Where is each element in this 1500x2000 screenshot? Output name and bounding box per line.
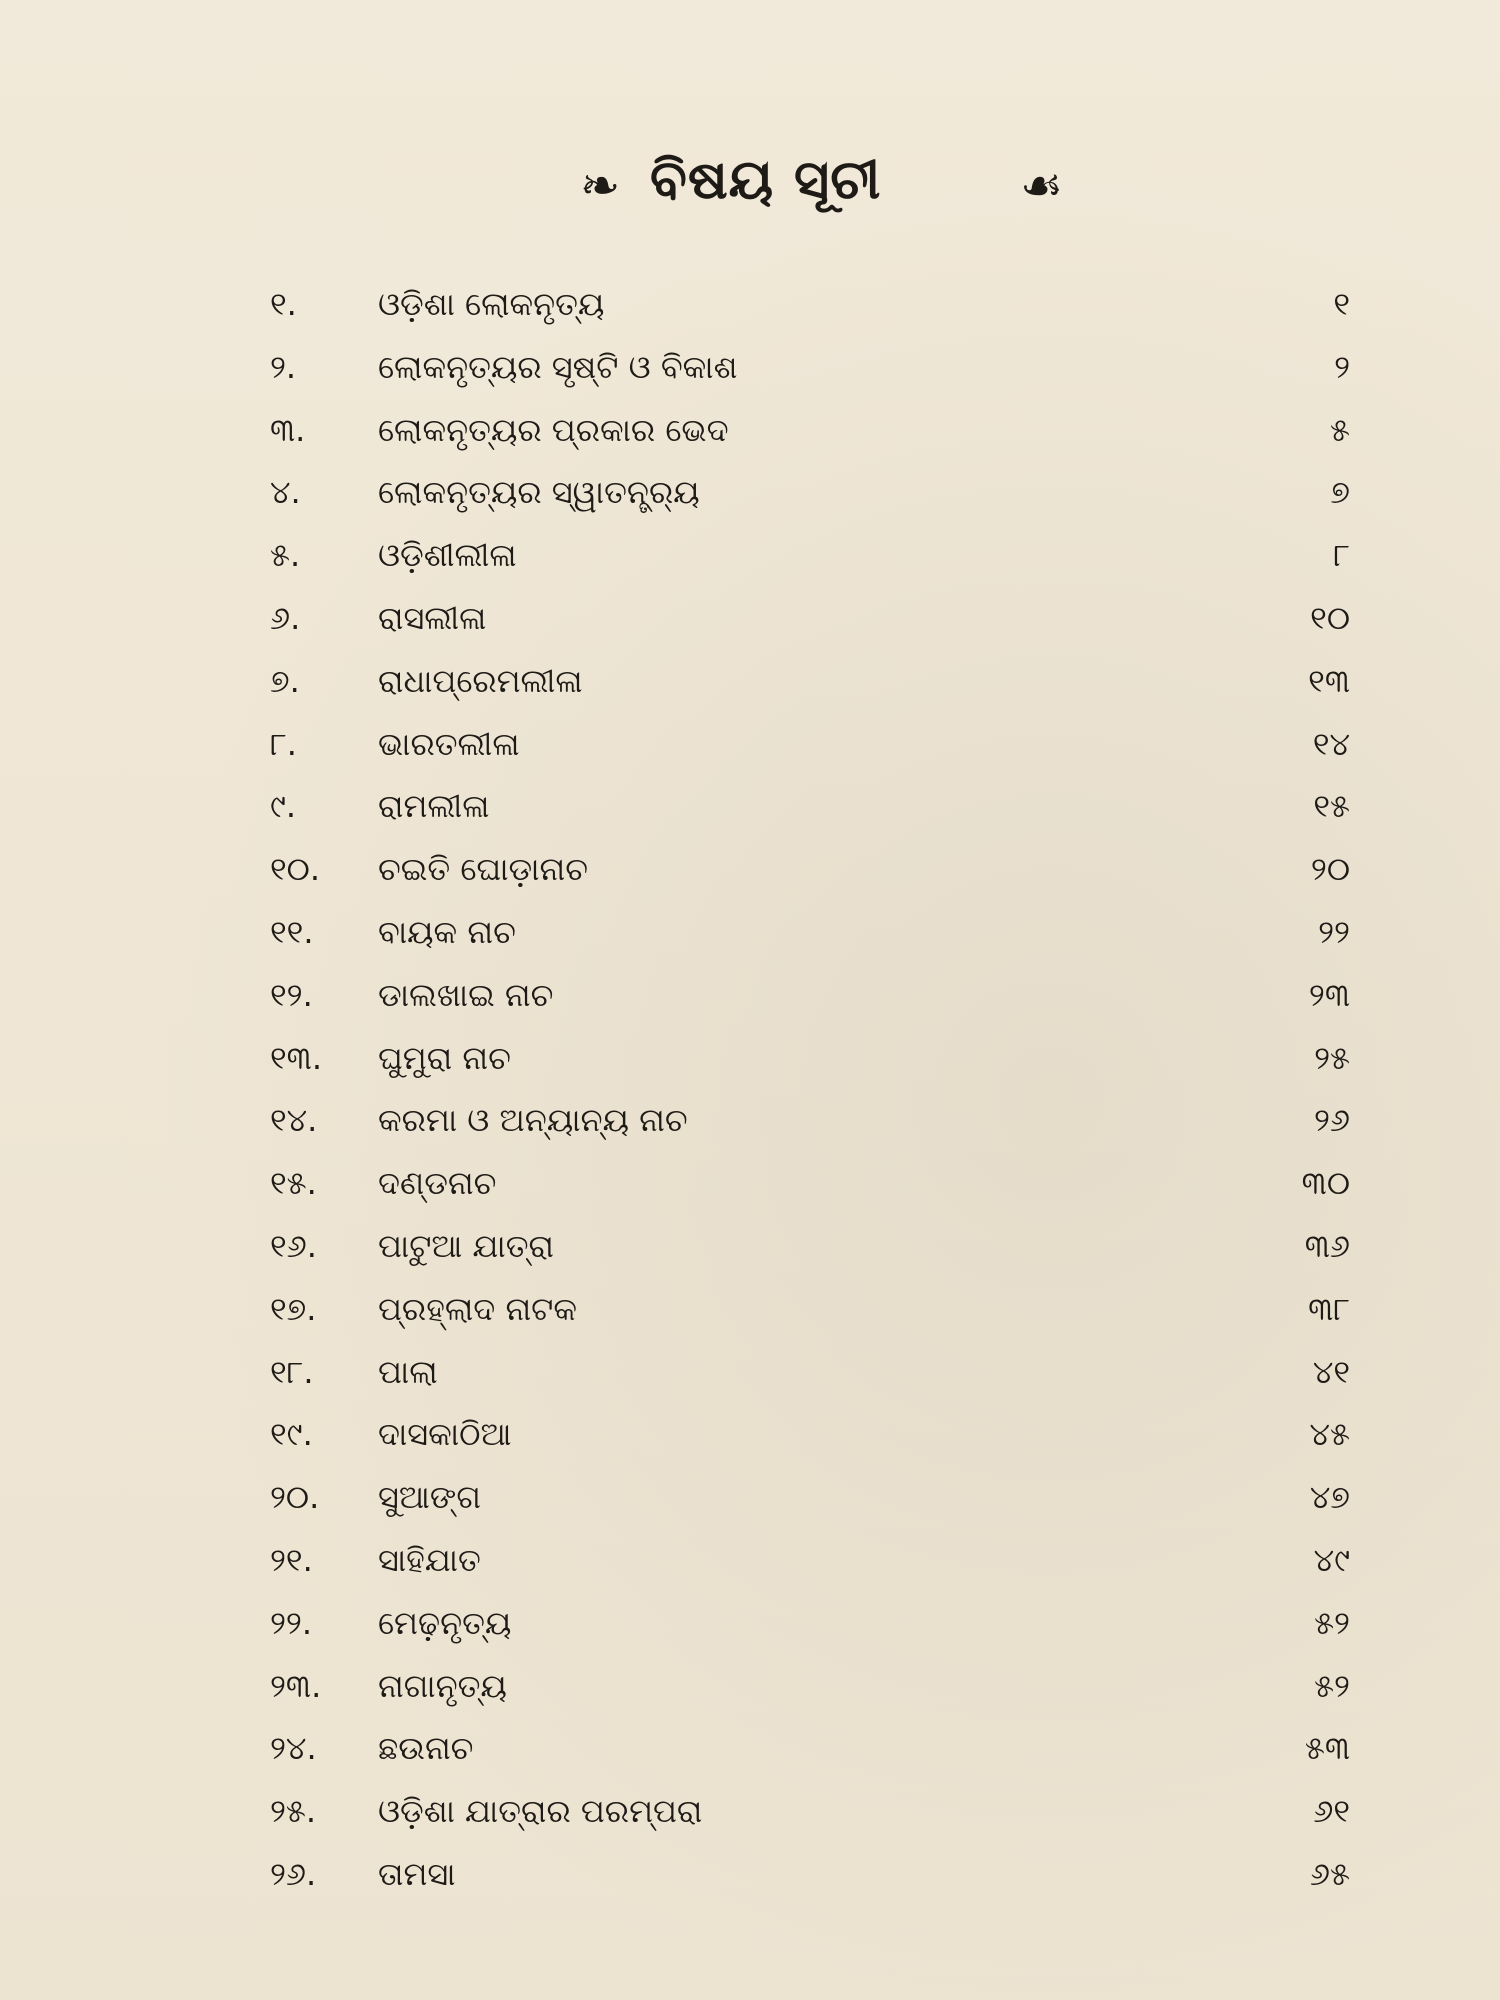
toc-entry-title: ଲୋକନୃତ୍ୟର ସ୍ୱାତନ୍ତ୍ର୍ୟ	[378, 473, 700, 512]
toc-entry-number: ୧୧.	[270, 913, 314, 951]
toc-entry-number: ୨୬.	[270, 1855, 317, 1893]
toc-entry-number: ୫.	[270, 536, 301, 575]
toc-entry-page: ୧୪	[1312, 724, 1350, 763]
toc-entry-title: ପାଟୁଆ ଯାତ୍ରା	[378, 1227, 554, 1265]
toc-entry-page: ୬୧	[1313, 1792, 1350, 1831]
toc-entry-title: ରାଧାପ୍ରେମଲୀଳା	[378, 661, 583, 700]
toc-entry-number: ୬.	[270, 599, 301, 637]
toc-entry-number: ୨୧.	[270, 1541, 313, 1579]
toc-entry-title: ଓଡ଼ିଶୀଲୀଳା	[378, 536, 517, 575]
ornament-right-icon: ☙	[1020, 158, 1064, 214]
toc-entry-page: ୪୧	[1312, 1352, 1350, 1391]
toc-entry	[0, 411, 1500, 471]
toc-entry-title: ଓଡ଼ିଶା ଯାତ୍ରାର ପରମ୍ପରା	[378, 1792, 703, 1831]
toc-entry-title: ଲୋକନୃତ୍ୟର ପ୍ରକାର ଭେଦ	[378, 410, 729, 449]
toc-entry-number: ୨.	[270, 347, 297, 386]
toc-entry-number: ୨୫.	[270, 1792, 317, 1831]
toc-entry-number: ୧୩.	[270, 1038, 322, 1077]
toc-entry	[0, 787, 1500, 847]
toc-entry-page: ୫୨	[1314, 1666, 1350, 1705]
toc-entry	[0, 1604, 1500, 1664]
toc-entry-page: ୪୫	[1309, 1415, 1350, 1454]
toc-entry-number: ୧୦.	[270, 850, 321, 889]
toc-entry-title: ମେଢ଼ନୃତ୍ୟ	[378, 1603, 512, 1642]
toc-entry-page: ୫	[1330, 410, 1350, 449]
page-header	[0, 140, 1500, 230]
toc-entry	[0, 1164, 1500, 1224]
toc-entry	[0, 1667, 1500, 1727]
toc-entry-title: ଦଣ୍ଡନାଚ	[378, 1164, 497, 1203]
toc-entry	[0, 1353, 1500, 1413]
toc-entry	[0, 725, 1500, 785]
toc-entry-title: ଛଉନାଚ	[378, 1729, 474, 1768]
toc-entry-title: ନାଗାନୃତ୍ୟ	[378, 1666, 507, 1705]
toc-entry-page: ୧୦	[1310, 599, 1350, 637]
toc-entry-page: ୧୫	[1313, 787, 1350, 826]
toc-entry-page: ୮	[1333, 536, 1350, 575]
toc-entry	[0, 1541, 1500, 1601]
toc-entry-page: ୨୬	[1313, 1101, 1350, 1140]
toc-entry-page: ୨୫	[1314, 1038, 1350, 1077]
toc-entry-page: ୨	[1334, 347, 1350, 386]
toc-entry-page: ୧୩	[1308, 661, 1350, 700]
toc-entry	[0, 536, 1500, 596]
toc-entry	[0, 1227, 1500, 1287]
toc-entry	[0, 285, 1500, 345]
toc-entry-number: ୧୨.	[270, 975, 313, 1014]
toc-entry-number: ୧୬.	[270, 1227, 317, 1265]
toc-entry	[0, 473, 1500, 533]
toc-entry-title: ଡାଲଖାଇ ନାଚ	[378, 975, 554, 1014]
toc-entry-page: ୨୨	[1318, 913, 1350, 951]
toc-entry-number: ୯.	[270, 787, 297, 826]
toc-entry-page: ୨୦	[1310, 850, 1350, 889]
toc-entry	[0, 976, 1500, 1036]
toc-entry-title: ପାଲା	[378, 1352, 438, 1391]
toc-entry-number: ୨୨.	[270, 1603, 313, 1642]
toc-entry-title: ବାୟକ ନାଚ	[378, 913, 516, 951]
toc-entry-number: ୪.	[270, 473, 301, 512]
toc-entry-number: ୧୭.	[270, 1289, 317, 1328]
toc-entry-title: ସାହିଯାତ	[378, 1541, 481, 1579]
toc-entry-page: ୩୦	[1301, 1164, 1350, 1203]
toc-entry-page: ୧	[1333, 285, 1350, 323]
toc-entry-page: ୨୩	[1308, 975, 1350, 1014]
toc-entry	[0, 1039, 1500, 1099]
toc-entry-number: ୨୪.	[270, 1729, 317, 1768]
toc-entry	[0, 913, 1500, 973]
toc-entry	[0, 1729, 1500, 1789]
toc-entry	[0, 1415, 1500, 1475]
toc-entry-title: ଘୁମୁରା ନାଚ	[378, 1038, 511, 1077]
toc-entry-page: ୭	[1330, 473, 1350, 512]
toc-entry-title: ଭାରତଲୀଳା	[378, 724, 520, 763]
toc-entry-title: ତାମସା	[378, 1855, 456, 1893]
toc-entry-number: ୧୫.	[270, 1164, 317, 1203]
toc-entry	[0, 1855, 1500, 1915]
toc-entry-number: ୧୯.	[270, 1415, 313, 1454]
ornament-left-icon: ❧	[580, 158, 621, 214]
toc-entry-number: ୨୩.	[270, 1666, 322, 1705]
toc-entry	[0, 662, 1500, 722]
toc-entry-page: ୫୩	[1304, 1729, 1350, 1768]
toc-entry-number: ୧୮.	[270, 1352, 314, 1391]
toc-entry	[0, 599, 1500, 659]
toc-entry-page: ୪୯	[1313, 1541, 1350, 1579]
toc-entry-page: ୫୨	[1314, 1603, 1350, 1642]
toc-entry-title: ଲୋକନୃତ୍ୟର ସୃଷ୍ଟି ଓ ବିକାଶ	[378, 347, 738, 386]
toc-entry-title: କରମା ଓ ଅନ୍ୟାନ୍ୟ ନାଚ	[378, 1101, 688, 1140]
toc-entry-number: ୧୪.	[270, 1101, 318, 1140]
toc-entry	[0, 1101, 1500, 1161]
toc-entry	[0, 1792, 1500, 1852]
toc-entry	[0, 348, 1500, 408]
toc-entry	[0, 1478, 1500, 1538]
toc-entry-page: ୩୬	[1304, 1227, 1350, 1265]
toc-entry-number: ୩.	[270, 410, 306, 449]
toc-entry	[0, 850, 1500, 910]
toc-entry-number: ୮.	[270, 724, 297, 763]
toc-entry-title: ଓଡ଼ିଶା ଲୋକନୃତ୍ୟ	[378, 285, 605, 323]
page-title: ବିଷୟ ସୂଚୀ	[650, 148, 882, 211]
toc-entry-number: ୨୦.	[270, 1478, 320, 1517]
toc-entry-page: ୬୫	[1309, 1855, 1350, 1893]
toc-entry-page: ୪୭	[1309, 1478, 1350, 1517]
toc-entry-number: ୭.	[270, 661, 300, 700]
toc-entry-title: ଚଇତି ଘୋଡ଼ାନାଚ	[378, 850, 588, 889]
toc-entry-number: ୧.	[270, 285, 297, 323]
toc-entry	[0, 1290, 1500, 1350]
toc-entry-title: ପ୍ରହ୍ଲାଦ ନାଟକ	[378, 1289, 578, 1328]
toc-entry-title: ରାସଲୀଳା	[378, 599, 487, 637]
toc-entry-page: ୩୮	[1308, 1289, 1350, 1328]
toc-entry-title: ରାମଲୀଳା	[378, 787, 490, 826]
toc-entry-title: ଦାସକାଠିଆ	[378, 1415, 512, 1454]
toc-entry-title: ସୁଆଙ୍ଗ	[378, 1478, 481, 1517]
